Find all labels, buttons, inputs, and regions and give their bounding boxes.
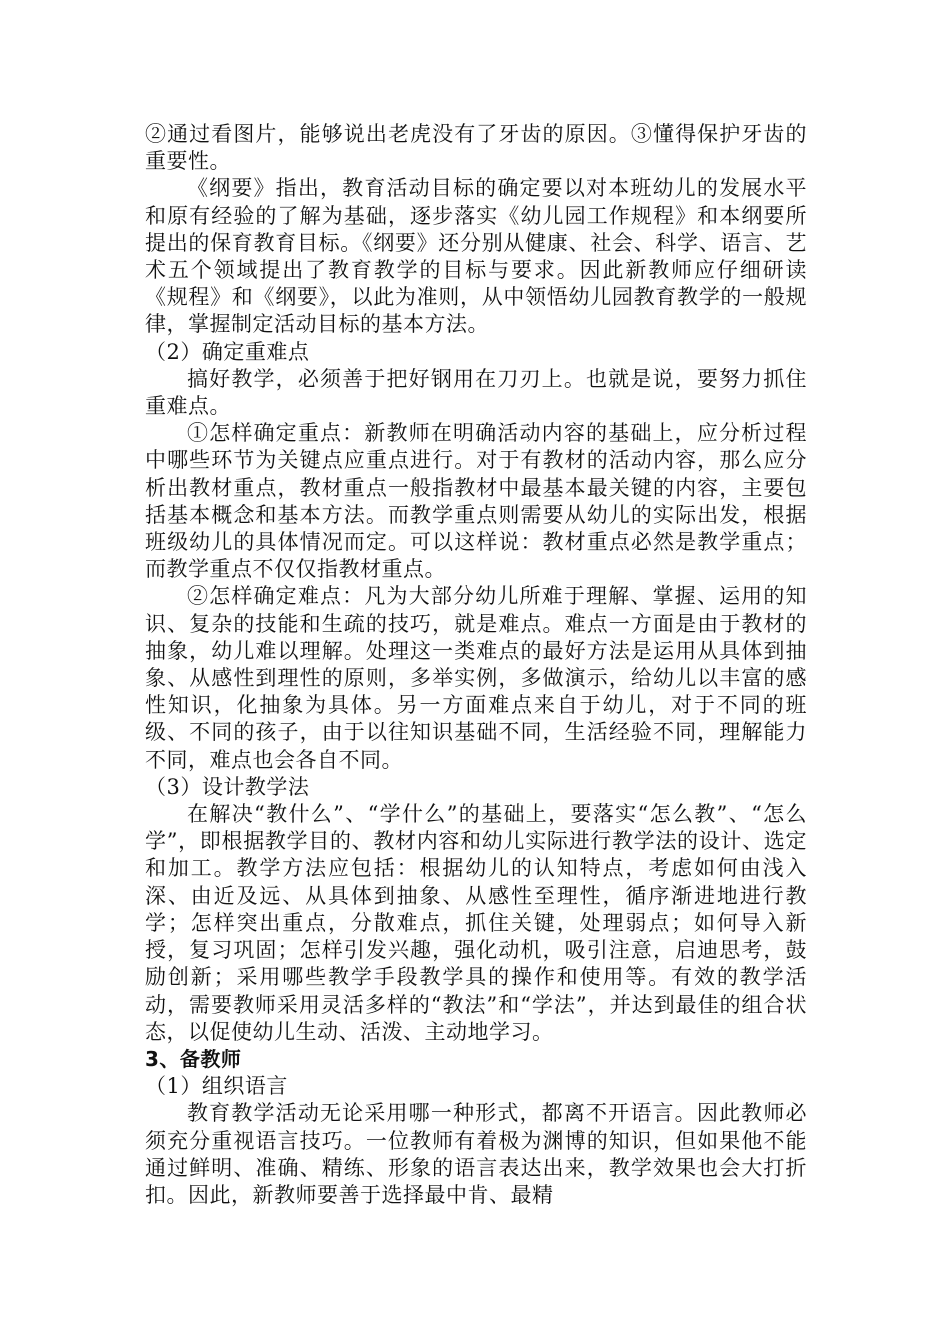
paragraph-goals-continuation: ②通过看图片，能够说出老虎没有了牙齿的原因。③懂得保护牙齿的重要性。	[145, 122, 807, 174]
section-heading-prepare-teacher: 3、备教师	[145, 1046, 242, 1071]
document-body	[145, 121, 807, 1209]
paragraph-outline-guidance: 《纲要》指出，教育活动目标的确定要以对本班幼儿的发展水平和原有经验的了解为基础，逐步落实《幼儿园工作规程》和本纲要所提出的保育教育目标。《纲要》还分别从健康、社会、科学、语言、艺术五个领域提出了教育教学的目标与要求。因此新教师应仔细研读《规程》和《纲要》，以此为准则，从中领悟幼儿园教育教学的一般规律，掌握制定活动目标的基本方法。	[145, 176, 807, 337]
subheading-teaching-method: （3）设计教学法	[145, 774, 310, 799]
paragraph-organize-language: 教育教学活动无论采用哪一种形式，都离不开语言。因此教师必须充分重视语言技巧。一位教师有着极为渊博的知识，但如果他不能通过鲜明、准确、精练、形象的语言表达出来，教学效果也会大打折扣。因此，新教师要善于选择最中肯、最精	[145, 1101, 807, 1207]
subheading-organize-language: （1）组织语言	[145, 1074, 288, 1099]
subheading-key-difficult-points: （2）确定重难点	[145, 339, 310, 364]
paragraph-determine-key-points: ①怎样确定重点：新教师在明确活动内容的基础上，应分析过程中哪些环节为关键点应重点进行。对于有教材的活动内容，那么应分析出教材重点，教材重点一般指教材中最基本最关键的内容，主要包括基本概念和基本方法。而教学重点则需要从幼儿的实际出发，根据班级幼儿的具体情况而定。可以这样说：教材重点必然是教学重点；而教学重点不仅仅指教材重点。	[145, 421, 807, 582]
paragraph-teaching-method: 在解决“教什么”、“学什么”的基础上，要落实“怎么教”、“怎么学”，即根据教学目的、教材内容和幼儿实际进行教学法的设计、选定和加工。教学方法应包括：根据幼儿的认知特点，考虑如何由浅入深、由近及远、从具体到抽象、从感性至理性，循序渐进地进行教学；怎样突出重点，分散难点，抓住关键，处理弱点；如何导入新授，复习巩固；怎样引发兴趣，强化动机，吸引注意，启迪思考，鼓励创新；采用哪些教学手段教学具的操作和使用等。有效的教学活动，需要教师采用灵活多样的“教法”和“学法”，并达到最佳的组合状态，以促使幼儿生动、活泼、主动地学习。	[145, 802, 807, 1044]
paragraph-grasp-key-points: 搞好教学，必须善于把好钢用在刀刃上。也就是说，要努力抓住重难点。	[145, 366, 807, 419]
paragraph-determine-difficult-points: ②怎样确定难点：凡为大部分幼儿所难于理解、掌握、运用的知识、复杂的技能和生疏的技巧，就是难点。难点一方面是由于教材的抽象，幼儿难以理解。处理这一类难点的最好方法是运用从具体到抽象、从感性到理性的原则，多举实例，多做演示，给幼儿以丰富的感性知识，化抽象为具体。另一方面难点来自于幼儿，对于不同的班级、不同的孩子，由于以往知识基础不同，生活经验不同，理解能力不同，难点也会各自不同。	[145, 584, 807, 772]
